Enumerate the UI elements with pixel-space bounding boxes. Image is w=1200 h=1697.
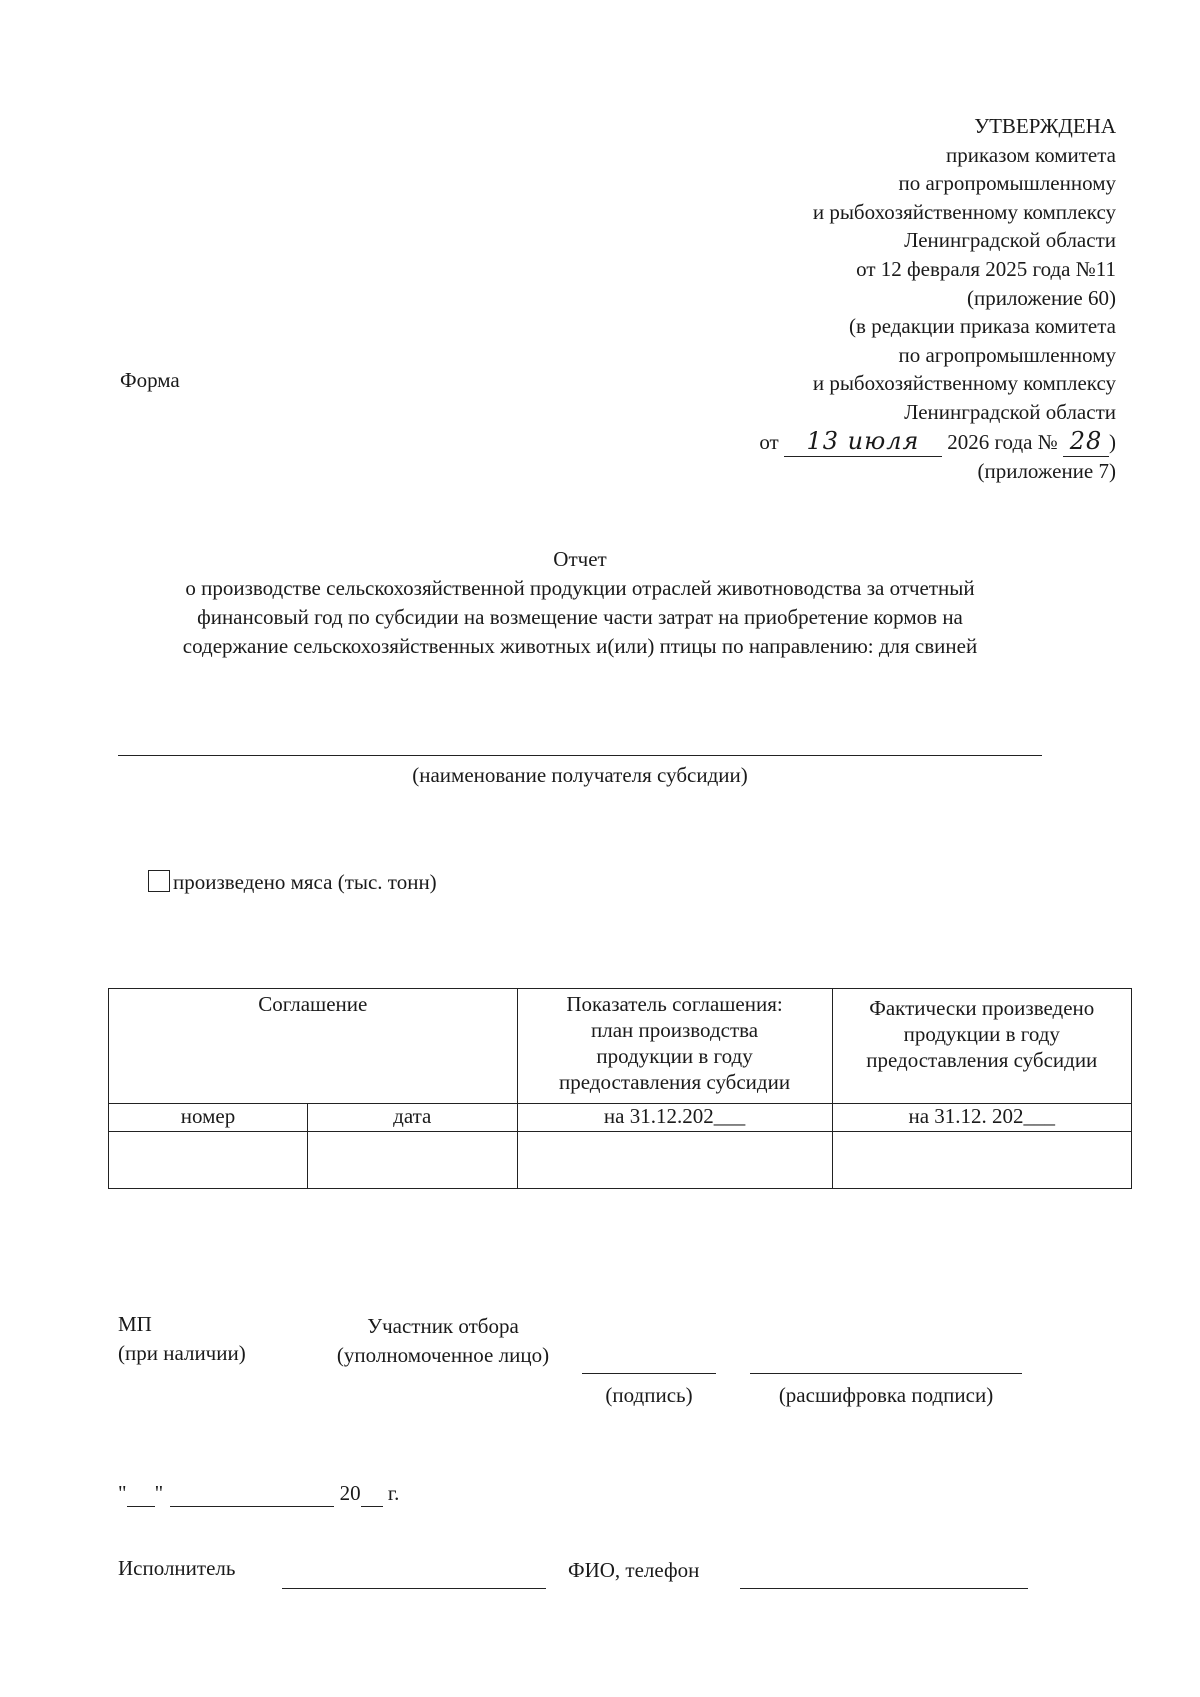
approval-close-paren: ) [1109, 429, 1116, 454]
year-prefix: 20 [339, 1481, 361, 1505]
stamp-block [118, 1310, 246, 1368]
handwritten-number-field [1063, 427, 1109, 458]
report-title: Отчет [553, 547, 607, 571]
approval-date-line [759, 427, 1116, 458]
cell-plan[interactable] [517, 1132, 832, 1189]
signature-field[interactable] [582, 1373, 716, 1374]
header-actual [832, 989, 1131, 1104]
report-subtitle-line: содержание сельскохозяйственных животных и(или) птицы по направлению: для свиней [182, 634, 978, 658]
subheader-date: дата [308, 1104, 518, 1132]
meat-produced-label: произведено мяса (тыс. тонн) [173, 870, 437, 894]
approval-line: от 12 февраля 2025 года №11 [856, 256, 1116, 281]
approval-line: (приложение 60) [966, 285, 1116, 310]
signature-caption: (подпись) [605, 1383, 693, 1407]
header-actual-line: предоставления субсидии [866, 1048, 1098, 1072]
stamp-note: (при наличии) [118, 1341, 246, 1365]
approval-title: УТВЕРЖДЕНА [974, 114, 1116, 138]
approval-year: 2026 года № [947, 429, 1058, 454]
approval-line: Ленинградской области [904, 399, 1116, 424]
date-close-quote: " [154, 1481, 164, 1505]
cell-actual[interactable] [832, 1132, 1131, 1189]
header-actual-line: продукции в году [903, 1022, 1060, 1046]
date-line [118, 1481, 399, 1507]
cell-number[interactable] [109, 1132, 308, 1189]
recipient-name-field[interactable] [118, 755, 1042, 756]
handwritten-date: 13 июля [806, 426, 920, 455]
approval-line: и рыбохозяйственному комплексу [812, 371, 1116, 396]
header-indicator-line: Показатель соглашения: [566, 992, 783, 1016]
meat-produced-option [148, 870, 437, 895]
stamp-label: МП [118, 1312, 152, 1336]
report-subtitle-line: о производстве сельскохозяйственной продукции отраслей животноводства за отчетный [185, 576, 975, 600]
year-suffix: г. [387, 1481, 400, 1505]
report-subtitle-line: финансовый год по субсидии на возмещение части затрат на приобретение кормов на [197, 605, 963, 629]
subheader-actual-date: на 31.12. 202___ [832, 1104, 1131, 1132]
approval-line: приказом комитета [945, 142, 1116, 167]
header-indicator [517, 989, 832, 1104]
year-field[interactable] [361, 1481, 383, 1507]
report-table [108, 988, 1132, 1189]
form-label: Форма [120, 368, 180, 392]
header-agreement: Соглашение [109, 989, 518, 1104]
approval-line: по агропромышленному [898, 171, 1116, 196]
participant-note: (уполномоченное лицо) [336, 1343, 550, 1367]
approval-line: по агропромышленному [898, 342, 1116, 367]
recipient-caption: (наименование получателя субсидии) [412, 763, 748, 787]
contact-label: ФИО, телефон [568, 1558, 700, 1582]
cell-date[interactable] [308, 1132, 518, 1189]
executor-field[interactable] [282, 1588, 546, 1589]
day-field[interactable] [127, 1481, 155, 1507]
approval-appendix: (приложение 7) [977, 459, 1116, 484]
signature-decode-caption: (расшифровка подписи) [778, 1383, 994, 1407]
approval-from: от [759, 429, 779, 454]
approval-line: (в редакции приказа комитета [849, 314, 1116, 339]
handwritten-date-field [784, 427, 942, 458]
header-actual-line: Фактически произведено [869, 996, 1095, 1020]
contact-field[interactable] [740, 1588, 1028, 1589]
executor-label: Исполнитель [118, 1556, 236, 1580]
subheader-number: номер [109, 1104, 308, 1132]
participant-label: Участник отбора [367, 1314, 519, 1338]
header-indicator-line: продукции в году [596, 1044, 753, 1068]
subheader-plan-date: на 31.12.202___ [517, 1104, 832, 1132]
date-open-quote: " [118, 1481, 127, 1505]
approval-line: Ленинградской области [904, 228, 1116, 253]
approval-line: и рыбохозяйственному комплексу [812, 199, 1116, 224]
participant-block [312, 1312, 574, 1370]
approval-block [759, 112, 1116, 486]
report-heading [60, 545, 1100, 661]
month-field[interactable] [170, 1481, 334, 1507]
handwritten-number: 28 [1069, 426, 1103, 455]
signature-decode-field[interactable] [750, 1373, 1022, 1374]
header-indicator-line: предоставления субсидии [559, 1070, 791, 1094]
meat-produced-checkbox[interactable] [148, 870, 170, 892]
header-indicator-line: план производства [590, 1018, 759, 1042]
